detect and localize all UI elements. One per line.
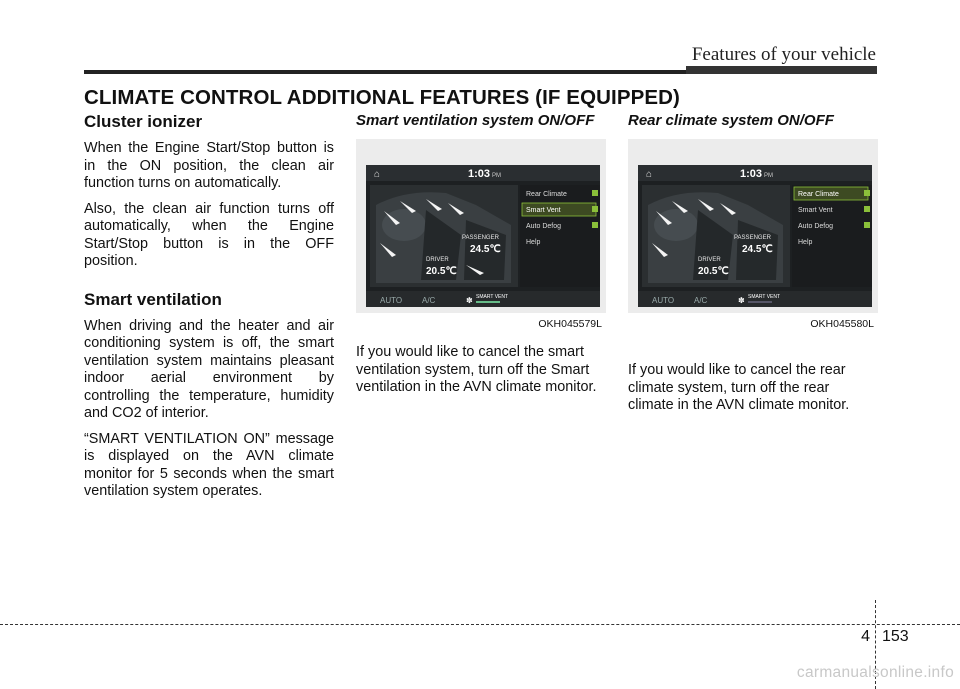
svg-text:24.5℃: 24.5℃ (742, 244, 773, 255)
svg-text:20.5℃: 20.5℃ (698, 266, 729, 277)
page-number: 153 (882, 628, 909, 645)
figure-code: OKH045579L (538, 318, 602, 330)
home-icon: ⌂ (374, 169, 381, 180)
svg-text:Help: Help (798, 239, 813, 246)
svg-text:SMART VENT: SMART VENT (476, 294, 509, 300)
heading-cluster-ionizer: Cluster ionizer (84, 112, 203, 131)
svg-text:A/C: A/C (694, 296, 708, 305)
svg-text:SMART VENT: SMART VENT (748, 294, 781, 300)
avn-screen (366, 165, 600, 307)
svg-text:20.5℃: 20.5℃ (426, 266, 457, 277)
avn-screen (638, 165, 872, 307)
footer-rule (0, 624, 960, 625)
clock-ampm: PM (764, 173, 773, 179)
svg-text:DRIVER: DRIVER (698, 257, 721, 263)
paragraph: If you would like to cancel the rear climate system, turn off the rear climate in the AVN climate monitor. (628, 362, 850, 413)
home-icon: ⌂ (646, 169, 653, 180)
column-2 (356, 112, 606, 129)
svg-text:Smart Vent: Smart Vent (798, 207, 833, 214)
watermark: carmanualsonline.info (796, 664, 954, 681)
avn-screen-illustration (366, 165, 600, 307)
avn-screen-illustration (638, 165, 872, 307)
svg-text:✽: ✽ (466, 296, 473, 305)
running-header: Features of your vehicle (691, 44, 876, 65)
svg-text:Auto Defog: Auto Defog (526, 223, 562, 230)
svg-text:Rear Climate: Rear Climate (526, 191, 567, 198)
svg-text:24.5℃: 24.5℃ (470, 244, 501, 255)
svg-text:AUTO: AUTO (652, 296, 675, 305)
paragraph: “SMART VENTILATION ON” message is displayed on the AVN climate monitor for 5 seconds when the smart ventilation system operates. (84, 430, 334, 499)
figure-rear-climate (628, 139, 878, 330)
svg-text:Smart Vent: Smart Vent (526, 207, 561, 214)
svg-text:Rear Climate: Rear Climate (798, 191, 839, 198)
svg-text:Help: Help (526, 239, 541, 246)
heading-smart-ventilation-onoff: Smart ventilation system ON/OFF (356, 112, 595, 129)
heading-rear-climate-onoff: Rear climate system ON/OFF (628, 112, 834, 129)
svg-text:AUTO: AUTO (380, 296, 403, 305)
svg-text:Auto Defog: Auto Defog (798, 223, 834, 230)
figure-smart-vent (356, 139, 606, 330)
clock-ampm: PM (492, 173, 501, 179)
svg-text:✽: ✽ (738, 296, 745, 305)
paragraph: When the Engine Start/Stop button is in the ON position, the clean air function turns on automatically. (84, 140, 334, 191)
column-1 (84, 112, 334, 501)
svg-text:DRIVER: DRIVER (426, 257, 449, 263)
chapter-number: 4 (861, 628, 870, 645)
header-rule-thick (686, 66, 877, 74)
svg-text:PASSENGER: PASSENGER (462, 235, 499, 241)
clock: 1:03 (740, 168, 763, 180)
figure-code: OKH045580L (810, 318, 874, 330)
paragraph: Also, the clean air function turns off automatically, when the Engine Start/Stop button is in the OFF position. (84, 200, 334, 269)
column-3 (628, 112, 878, 129)
svg-text:A/C: A/C (422, 296, 436, 305)
clock: 1:03 (468, 168, 491, 180)
column-3-text (628, 362, 878, 415)
column-2-text (356, 344, 606, 397)
paragraph: If you would like to cancel the smart ventilation system, turn off the Smart ventilation in the AVN climate monitor. (356, 344, 597, 395)
svg-text:PASSENGER: PASSENGER (734, 235, 771, 241)
heading-smart-ventilation: Smart ventilation (84, 289, 222, 309)
paragraph: When driving and the heater and air conditioning system is off, the smart ventilation system maintains pleasant indoor aerial environment by controlling the temperature, humidity and CO2 of interior. (84, 317, 334, 421)
section-title: CLIMATE CONTROL ADDITIONAL FEATURES (IF EQUIPPED) (84, 86, 680, 109)
